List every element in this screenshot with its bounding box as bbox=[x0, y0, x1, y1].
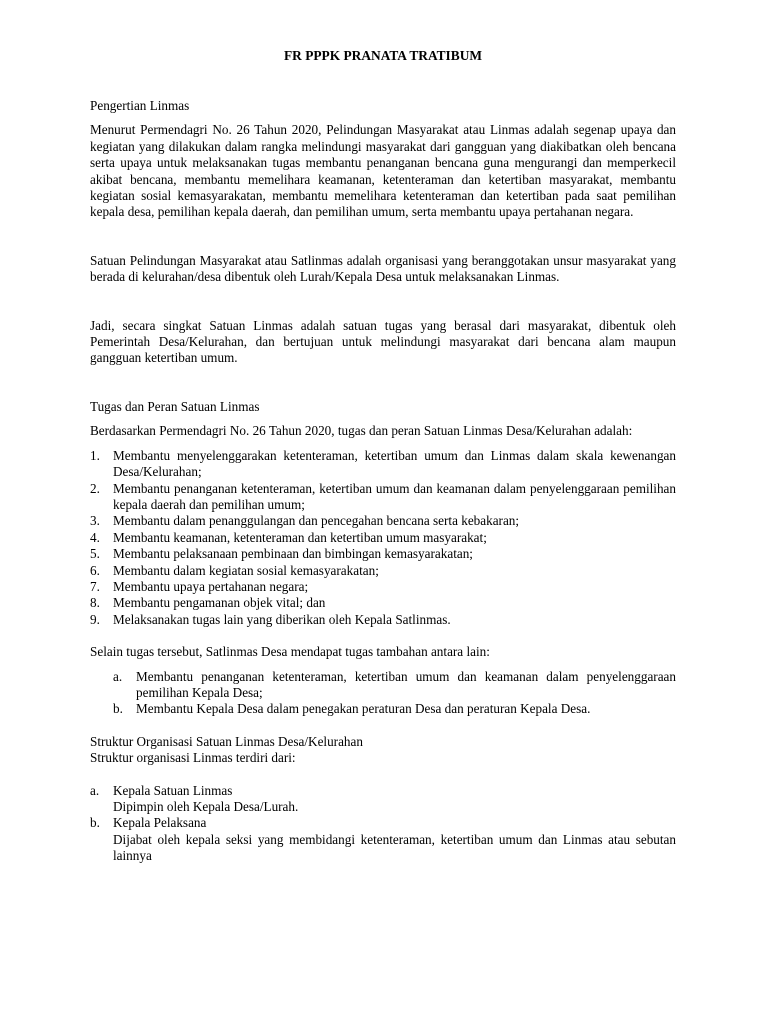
list-item-text: Membantu menyelenggarakan ketenteraman, ketertiban umum dan Linmas dalam skala kewenangan Desa/Kelurahan; bbox=[113, 447, 676, 480]
list-marker: 5. bbox=[90, 546, 100, 562]
list-item-text: Membantu keamanan, ketenteraman dan ketertiban umum masyarakat; bbox=[113, 529, 487, 545]
struktur-list bbox=[90, 783, 676, 865]
list-item-text: Membantu pengamanan objek vital; dan bbox=[113, 595, 326, 611]
paragraph-struktur-intro: Struktur organisasi Linmas terdiri dari: bbox=[90, 750, 296, 766]
tugas-tambahan-list bbox=[90, 669, 676, 718]
list-item bbox=[90, 448, 676, 481]
paragraph-definition-linmas: Menurut Permendagri No. 26 Tahun 2020, Pelindungan Masyarakat atau Linmas adalah segenap upaya dan kegiatan yang dilakukan dalam rangka melindungi masyarakat dari gangguan yang diakibatkan oleh bencana serta upaya untuk melaksanakan tugas membantu penanganan bencana guna mengurangi dan memperkecil akibat bencana, membantu memelihara keamanan, ketenteraman dan ketertiban masyarakat, membantu kegiatan sosial kemasyarakatan, membantu memelihara ketenteraman dan ketertiban pada saat pemilihan kepala desa, pemilihan kepala daerah, dan pemilihan umum, serta membantu upaya pertahanan negara. bbox=[90, 122, 676, 220]
list-item-text: Membantu pelaksanaan pembinaan dan bimbingan kemasyarakatan; bbox=[113, 546, 473, 562]
list-item bbox=[90, 701, 676, 717]
list-marker: 1. bbox=[90, 447, 100, 463]
list-item bbox=[90, 530, 676, 546]
list-marker: 2. bbox=[90, 480, 100, 496]
section-heading-pengertian: Pengertian Linmas bbox=[90, 98, 190, 113]
list-marker: 8. bbox=[90, 595, 100, 611]
struktur-role-label: Kepala Satuan Linmas bbox=[113, 782, 233, 798]
list-item bbox=[90, 595, 676, 611]
list-item-text: Membantu upaya pertahanan negara; bbox=[113, 578, 309, 594]
list-marker: a. bbox=[90, 782, 100, 798]
list-marker: 6. bbox=[90, 562, 100, 578]
list-item bbox=[90, 513, 676, 529]
section-heading-struktur: Struktur Organisasi Satuan Linmas Desa/Kelurahan bbox=[90, 733, 363, 749]
list-item bbox=[90, 563, 676, 579]
list-item bbox=[90, 815, 676, 864]
struktur-role-desc: Dipimpin oleh Kepala Desa/Lurah. bbox=[113, 799, 299, 814]
paragraph-tambahan-intro: Selain tugas tersebut, Satlinmas Desa mendapat tugas tambahan antara lain: bbox=[90, 644, 490, 660]
list-item bbox=[90, 783, 676, 816]
list-item-text: Membantu penanganan ketenteraman, ketertiban umum dan keamanan dalam penyelenggaraan pemilihan Kepala Desa; bbox=[136, 668, 676, 700]
list-item-text: Melaksanakan tugas lain yang diberikan oleh Kepala Satlinmas. bbox=[113, 611, 451, 627]
list-item bbox=[90, 669, 676, 702]
list-marker: a. bbox=[113, 668, 123, 684]
paragraph-summary: Jadi, secara singkat Satuan Linmas adalah satuan tugas yang berasal dari masyarakat, dibentuk oleh Pemerintah Desa/Kelurahan, dan bertujuan untuk melindungi masyarakat dari bencana alam maupun gangguan ketertiban umum. bbox=[90, 317, 676, 366]
list-item bbox=[90, 579, 676, 595]
list-marker: b. bbox=[113, 701, 123, 717]
document-page bbox=[90, 48, 676, 865]
list-item-text: Membantu Kepala Desa dalam penegakan peraturan Desa dan peraturan Kepala Desa. bbox=[136, 701, 591, 717]
list-item-text: Membantu penanganan ketenteraman, ketertiban umum dan keamanan dalam penyelenggaraan pemilihan kepala daerah dan pemilihan umum; bbox=[113, 480, 676, 512]
struktur-role-label: Kepala Pelaksana bbox=[113, 815, 207, 831]
list-marker: b. bbox=[90, 815, 100, 831]
list-item bbox=[90, 546, 676, 562]
struktur-role-desc: Dijabat oleh kepala seksi yang membidangi ketenteraman, ketertiban umum dan Linmas atau sebutan lainnya bbox=[113, 831, 676, 864]
list-item bbox=[90, 612, 676, 628]
paragraph-tugas-intro: Berdasarkan Permendagri No. 26 Tahun 2020, tugas dan peran Satuan Linmas Desa/Kelurahan adalah: bbox=[90, 423, 633, 439]
list-item-text: Membantu dalam penanggulangan dan pencegahan bencana serta kebakaran; bbox=[113, 513, 520, 529]
tugas-list bbox=[90, 448, 676, 628]
list-item bbox=[90, 481, 676, 514]
document-title: FR PPPK PRANATA TRATIBUM bbox=[284, 48, 482, 63]
list-item-text: Membantu dalam kegiatan sosial kemasyarakatan; bbox=[113, 562, 379, 578]
list-marker: 4. bbox=[90, 529, 100, 545]
list-marker: 9. bbox=[90, 611, 100, 627]
section-heading-tugas: Tugas dan Peran Satuan Linmas bbox=[90, 398, 260, 414]
list-marker: 7. bbox=[90, 578, 100, 594]
list-marker: 3. bbox=[90, 513, 100, 529]
paragraph-definition-satlinmas: Satuan Pelindungan Masyarakat atau Satlinmas adalah organisasi yang beranggotakan unsur masyarakat yang berada di kelurahan/desa dibentuk oleh Lurah/Kepala Desa untuk melaksanakan Linmas. bbox=[90, 252, 676, 285]
